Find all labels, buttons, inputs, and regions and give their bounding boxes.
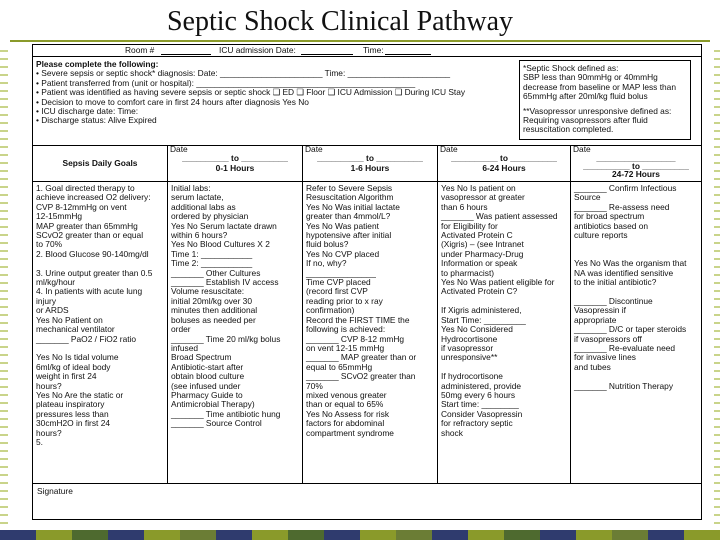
hours-0-1-body: Initial labs: serum lactate, additional labs as ordered by physician Yes No Serum lactate drawn within 6 hours? Yes No Blood Cultures X 2 Time 1: ___________ Time 2: ___________ _______ Other Cultures _______ Establish IV access Volume resuscitate: initial 20ml/kg over 30 minutes then additional boluses as needed per order _______ Time 20 ml/kg bolus infused Broad Spectrum Antibiotic-start after obtain blood culture (see infused under Pharmacy Guide to Antimicrobial Therapy) _______ Time antibiotic hung _______ Source Control <box>171 183 281 429</box>
complete-line: • Decision to move to comfort care in first 24 hours after diagnosis Yes No <box>36 96 309 107</box>
definition-line: **Vasopressor unresponsive defined as: <box>523 105 672 116</box>
pathway-form <box>32 44 702 520</box>
stripe-segment <box>0 530 36 540</box>
time-label: Time: <box>363 45 384 55</box>
hours-1-6-body: Refer to Severe Sepsis Resuscitation Algorithm Yes No Was initial lactate greater than 4mmol/L? Yes No Was patient hypotensive after initial fluid bolus? Yes No CVP placed If no, why? _______________ Time CVP placed (record first CVP reading prior to x ray confirmation) Record the FIRST TIME the following is achieved: _______ CVP 8-12 mmHg on vent 12-15 mmHg _______ MAP greater than or equal to 65mmHg _______ SCvO2 greater than 70% mixed venous greater than or equal to 65% Yes No Assess for risk factors for abdominal compartment syndrome <box>306 183 417 438</box>
hours-1-6-header <box>303 145 437 182</box>
date-label: Date <box>305 144 323 154</box>
pathway-grid <box>33 145 701 483</box>
definition-line: SBP less than 90mmHg or 40mmHg <box>523 72 658 83</box>
right-decoration <box>714 44 720 528</box>
room-label: Room # <box>125 45 155 55</box>
goals-header <box>33 145 167 182</box>
definition-line: 65mmHg after 20ml/kg fluid bolus <box>523 91 648 102</box>
stripe-segment <box>576 530 612 540</box>
bottom-decoration <box>0 530 720 540</box>
stripe-segment <box>144 530 180 540</box>
complete-line: • Discharge status: Alive Expired <box>36 115 157 126</box>
hours-0-1-header <box>168 145 302 182</box>
slide-title: Septic Shock Clinical Pathway <box>166 6 514 37</box>
stripe-segment <box>504 530 540 540</box>
signature-label: Signature <box>37 486 73 496</box>
goals-column <box>33 145 168 483</box>
date-range[interactable]: __________ to __________ <box>317 153 423 164</box>
hours-label: 1-6 Hours <box>350 162 390 173</box>
stripe-segment <box>648 530 684 540</box>
hours-6-24-column <box>438 145 571 483</box>
stripe-segment <box>72 530 108 540</box>
hours-label: 0-1 Hours <box>215 162 255 173</box>
icu-admission-label: ICU admission Date: <box>219 45 296 55</box>
goals-body: 1. Goal directed therapy to achieve increased O2 delivery: CVP 8-12mmHg on vent 12-15mmHg MAP greater than 65mmHg SCvO2 greater than or equal to 70% 2. Blood Glucose 90-140mg/dl 3. Urine output greater than 0.5 ml/kg/hour 4. In patients with acute lung injury or ARDS Yes No Patient on mechanical ventilator _______ PaO2 / FiO2 ratio Yes No Is tidal volume 6ml/kg of ideal body weight in first 24 hours? Yes No Are the static or plateau inspiratory pressures less than 30cmH2O in first 24 hours? 5. <box>36 183 153 447</box>
form-header <box>33 45 701 57</box>
complete-line: • Patient was identified as having severe sepsis or septic shock ❑ ED ❑ Floor ❑ ICU Admission ❑ During ICU Stay <box>36 87 466 98</box>
complete-line: • ICU discharge date: Time: <box>36 106 139 117</box>
definition-box <box>519 60 691 140</box>
definition-line: resuscitation completed. <box>523 124 614 135</box>
stripe-segment <box>108 530 144 540</box>
hours-24-72-header <box>571 145 701 182</box>
complete-line: • Severe sepsis or septic shock* diagnosis: Date: ______________________ Time: ______________________ <box>36 68 451 79</box>
stripe-segment <box>180 530 216 540</box>
hours-24-72-body: _______ Confirm Infectious Source _______ Re-assess need for broad spectrum antibiotics based on culture reports Yes No Was the organism that NA was identified sensitive to the initial antibiotic? _______ Discontinue Vasopressin if appropriate _______ D/C or taper steroids if vasopressors off _______ Re-evaluate need for invasive lines and tubes _______ Nutrition Therapy <box>574 183 687 391</box>
signature-row[interactable] <box>33 483 701 520</box>
date-label: Date <box>440 144 458 154</box>
time-field[interactable] <box>385 54 431 55</box>
stripe-segment <box>360 530 396 540</box>
date-label: Date <box>170 144 188 154</box>
hours-label: 6-24 Hours <box>482 162 526 173</box>
stripe-segment <box>684 530 720 540</box>
complete-line: • Patient transferred from (unit or hospital): _______________________________________________ <box>36 77 416 88</box>
stripe-segment <box>252 530 288 540</box>
goals-title: Sepsis Daily Goals <box>62 158 138 168</box>
hours-1-6-column <box>303 145 438 483</box>
date-label: Date <box>573 144 591 154</box>
hours-label: 24-72 Hours <box>612 169 660 180</box>
left-decoration <box>0 44 8 528</box>
completion-section <box>33 57 701 146</box>
stripe-segment <box>324 530 360 540</box>
date-range[interactable]: __________ to __________ <box>182 153 288 164</box>
hours-0-1-column <box>168 145 303 483</box>
complete-heading: Please complete the following: <box>36 59 159 69</box>
date-range[interactable]: __________ to __________ <box>451 153 557 164</box>
stripe-segment <box>468 530 504 540</box>
hours-6-24-header <box>438 145 570 182</box>
definition-line: *Septic Shock defined as: <box>523 63 619 73</box>
stripe-segment <box>396 530 432 540</box>
room-field[interactable] <box>161 54 211 55</box>
icu-admission-field[interactable] <box>301 54 353 55</box>
definition-line: Requiring vasopressors after fluid <box>523 115 648 126</box>
date-range[interactable]: _________________ __________ to __________ <box>583 153 689 172</box>
stripe-segment <box>612 530 648 540</box>
stripe-segment <box>36 530 72 540</box>
complete-list <box>36 60 516 126</box>
definition-line: decrease from baseline or MAP less than <box>523 81 676 92</box>
stripe-segment <box>432 530 468 540</box>
stripe-segment <box>288 530 324 540</box>
stripe-segment <box>540 530 576 540</box>
hours-24-72-column <box>571 145 701 483</box>
stripe-segment <box>216 530 252 540</box>
hours-6-24-body: Yes No Is patient on vasopressor at greater than 6 hours _______ Was patient assessed for Eligibility for Activated Protein C (Xigris) – (see Intranet under Pharmacy-Drug Information or speak to pharmacist) Yes No Was patient eligible for Activated Protein C? If Xigris administered, Start Time: _________ Yes No Considered Hydrocortisone if vasopressor unresponsive** If hydrocortisone administered, provide 50mg every 6 hours Start time: ________ Consider Vasopressin for refractory septic shock <box>441 183 558 438</box>
title-underline <box>10 40 710 42</box>
